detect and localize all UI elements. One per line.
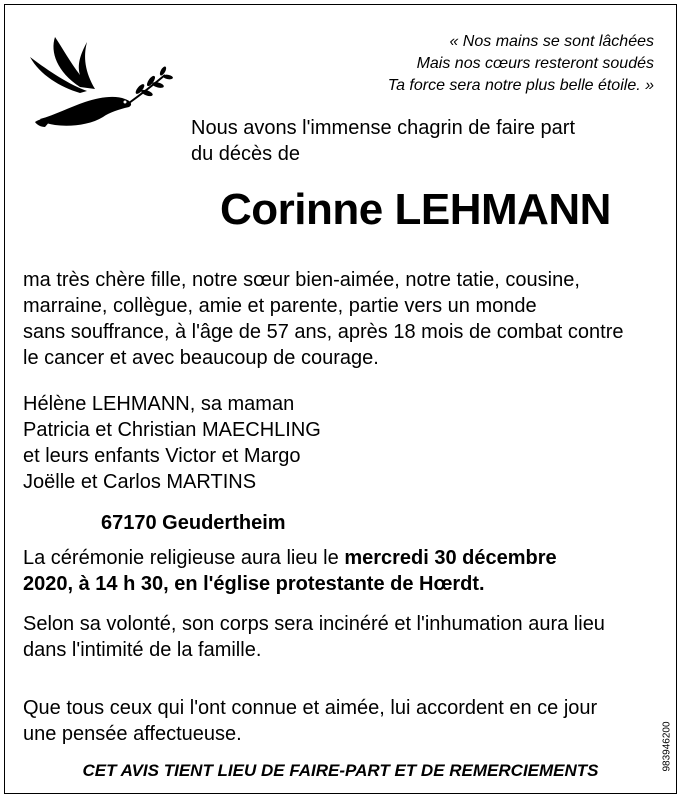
quote-line: Mais nos cœurs resteront soudés xyxy=(416,55,654,72)
family-line: Joëlle et Carlos MARTINS xyxy=(23,471,257,493)
footer-notice: CET AVIS TIENT LIEU DE FAIRE-PART ET DE REMERCIEMENTS xyxy=(82,761,599,780)
closing-paragraph xyxy=(23,695,658,747)
quote-line: « Nos mains se sont lâchées xyxy=(449,33,654,50)
wishes-line: Selon sa volonté, son corps sera incinéré et l'inhumation aura lieu xyxy=(23,613,605,635)
ceremony-paragraph xyxy=(23,545,658,597)
closing-line: Que tous ceux qui l'ont connue et aimée, lui accordent en ce jour xyxy=(23,697,598,719)
ceremony-date: mercredi 30 décembre xyxy=(344,547,557,569)
ceremony-time-place: 2020, à 14 h 30, en l'église protestante de Hœrdt. xyxy=(23,573,485,595)
family-line: Patricia et Christian MAECHLING xyxy=(23,419,321,441)
dove-icon xyxy=(25,27,175,137)
closing-line: une pensée affectueuse. xyxy=(23,723,242,745)
wishes-paragraph xyxy=(23,611,658,663)
obituary-notice xyxy=(4,4,677,794)
family-line: et leurs enfants Victor et Margo xyxy=(23,445,301,467)
wishes-line: dans l'intimité de la famille. xyxy=(23,639,262,661)
intro-line: du décès de xyxy=(191,143,300,165)
ceremony-prefix: La cérémonie religieuse aura lieu le xyxy=(23,547,345,569)
quote-block xyxy=(388,31,654,97)
family-line: Hélène LEHMANN, sa maman xyxy=(23,393,295,415)
description-line: ma très chère fille, notre sœur bien-aimée, notre tatie, cousine, xyxy=(23,269,580,291)
description-line: le cancer et avec beaucoup de courage. xyxy=(23,347,379,369)
deceased-name: Corinne LEHMANN xyxy=(220,185,611,234)
description-line: marraine, collègue, amie et parente, partie vers un monde xyxy=(23,295,537,317)
quote-line: Ta force sera notre plus belle étoile. » xyxy=(387,77,654,94)
intro-line: Nous avons l'immense chagrin de faire part xyxy=(191,117,576,139)
description-paragraph xyxy=(23,267,658,371)
description-line: sans souffrance, à l'âge de 57 ans, après 18 mois de combat contre xyxy=(23,321,624,343)
family-list xyxy=(23,391,658,495)
address: 67170 Geudertheim xyxy=(101,512,286,534)
reference-number: 983946200 xyxy=(661,721,673,772)
intro-text xyxy=(191,115,575,167)
